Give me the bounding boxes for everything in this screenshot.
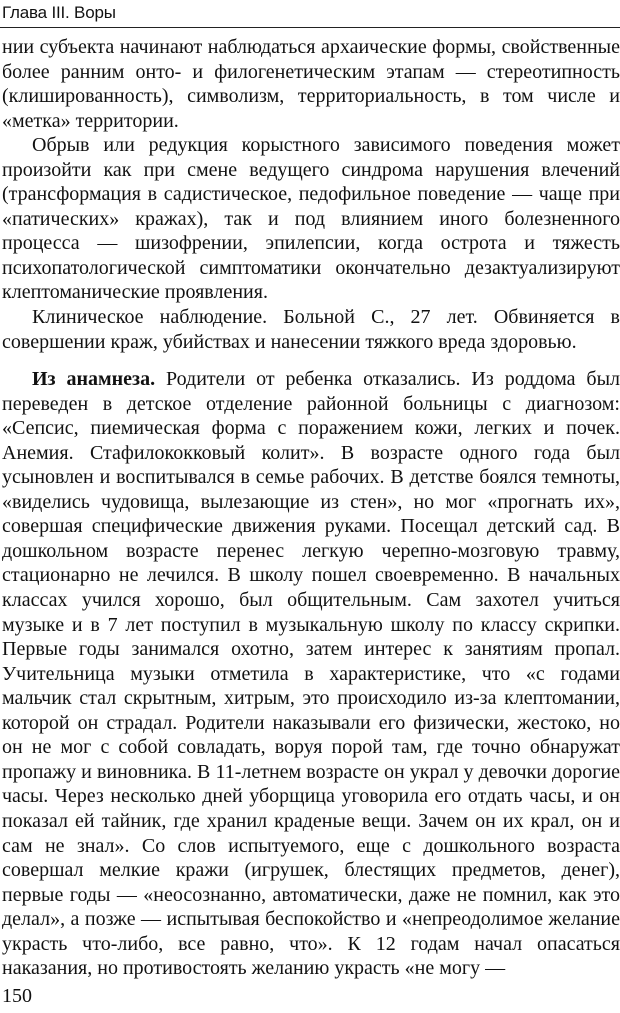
paragraph-continuation: нии субъекта начинают наблюдаться архаические формы, свойственные более ранним онто- и филогенетическим этапам — стереотипность (клишированность), символизм, территориальность, в том числе и «метка» территории.	[2, 36, 620, 132]
header-rule	[0, 27, 620, 28]
running-head: Глава III. Воры	[2, 3, 116, 22]
anamnesis-text: Родители от ребенка отказались. Из роддома был переведен в детское отделение районной больницы с диагнозом: «Сепсис, пиемическая форма с поражением кожи, легких и почек. Анемия. Стафилококковый колит». В возрасте одного года был усыновлен и воспитывался в семье рабочих. В детстве боялся темноты, «виделись чудовища, вылезающие из стен», но мог «прогнать их», совершая специфические движения руками. Посещал детский сад. В дошкольном возрасте перенес легкую черепно-мозговую травму, стационарно не лечился. В школу пошел своевременно. В начальных классах учился хорошо, был общительным. Сам захотел учиться музыке и в 7 лет поступил в музыкальную школу по классу скрипки. Первые годы занимался охотно, затем интерес к занятиям пропал. Учительница музыки отметила в характеристике, что «с годами мальчик стал скрытным, хитрым, это происходило из-за клептомании, которой он страдал. Родители наказывали его физически, жестоко, но он не мог с собой совладать, воруя порой там, где точно обнаружат пропажу и виновника. В 11-летнем возрасте он украл у девочки дорогие часы. Через несколько дней уборщица уговорила его отдать часы, и он показал ей тайник, где хранил краденые вещи. Зачем он их крал, он и сам не знал». Со слов испытуемого, еще с дошкольного возраста совершал мелкие кражи (игрушек, блестящих предметов, денег), первые годы — «неосознанно, автоматически, даже не помнил, как это делал», а позже — испытывая беспокойство и «непреодолимое желание украсть что-либо, все равно, что». К 12 годам начал опасаться наказания, но противостоять желанию украсть «не могу —	[2, 368, 620, 980]
paragraph-compulsion-loss: Обрыв или редукция корыстного зависимого поведения может произойти как при смене ведущего синдрома нарушения влечений (трансформация в садистическое, педофильное поведение — чаще при «патических» кражах), так и под влиянием иного болезненного процесса — шизофрении, эпилепсии, когда острота и тяжесть психопатологической симптоматики окончательно дезактуализируют клептоманические проявления.	[2, 134, 620, 304]
page-number: 150	[2, 985, 32, 1007]
paragraph-anamnesis	[2, 367, 620, 981]
body-text	[2, 35, 620, 981]
anamnesis-heading: Из анамнеза.	[32, 368, 156, 391]
paragraph-clinical-case: Клиническое наблюдение. Больной С., 27 лет. Обвиняется в совершении краж, убийствах и нанесении тяжкого вреда здоровью.	[2, 306, 620, 353]
